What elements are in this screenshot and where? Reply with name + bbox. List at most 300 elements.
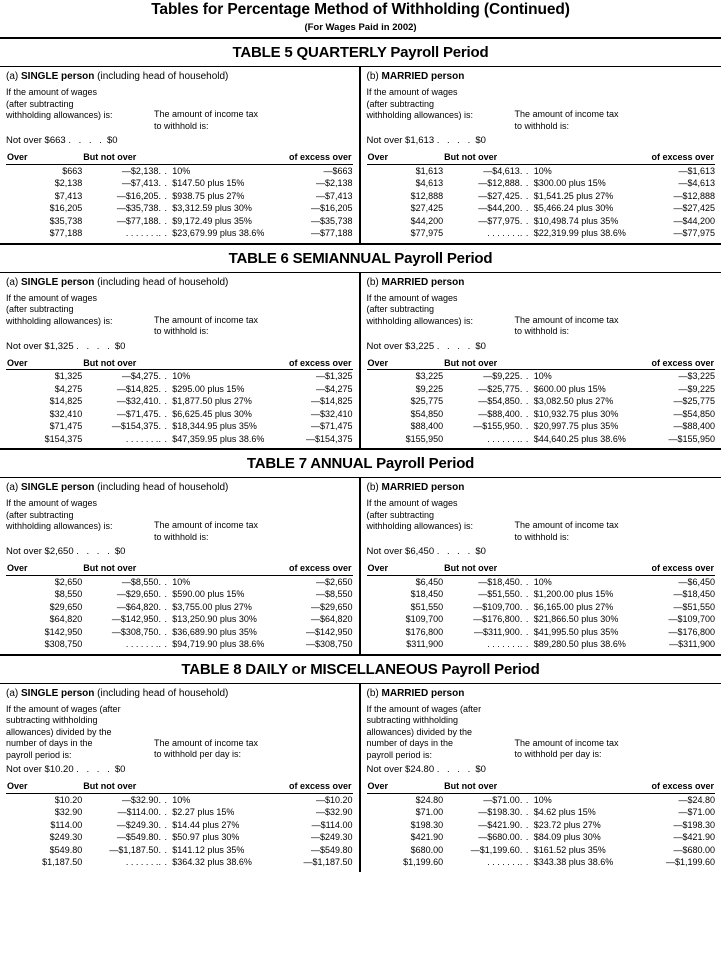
cell-of-excess-over: —$44,200	[673, 215, 715, 226]
table-row	[367, 408, 716, 421]
cell-but-not-over: —$1,199.60	[470, 844, 520, 855]
cell-dots: . .	[519, 807, 529, 817]
table-heading: TABLE 8 DAILY or MISCELLANEOUS Payroll Period	[181, 660, 540, 678]
table-row	[367, 638, 716, 651]
table-row	[6, 613, 353, 626]
withhold-description	[154, 704, 353, 762]
not-over-label: Not over $3,225	[366, 340, 435, 352]
cell-withhold-amount: $9,172.49 plus 35%	[172, 215, 252, 226]
cell-withhold-amount: $4.62 plus 15%	[533, 807, 596, 817]
cell-of-excess-over: —$1,325	[315, 371, 353, 381]
withhold-line: The amount of income tax	[514, 314, 619, 325]
cell-but-not-over: —$4,275	[121, 371, 159, 381]
col-header-of-excess-over: of excess over	[651, 781, 714, 791]
person-type-note: (including head of household)	[97, 71, 229, 82]
cell-but-not-over: —$155,950	[473, 421, 520, 431]
wages-description	[367, 498, 515, 543]
cell-dots: . .	[519, 857, 529, 867]
cell-dots: . .	[519, 190, 529, 201]
intro-line: withholding allowances) is:	[366, 521, 474, 531]
cell-over: $198.30	[410, 819, 444, 830]
cell-dots: . .	[519, 383, 529, 394]
table-row	[367, 370, 716, 383]
person-type: MARRIED person	[381, 276, 465, 288]
cell-but-not-over: —$32,410	[116, 396, 159, 406]
person-type-label	[6, 688, 353, 699]
col-header-of-excess-over: of excess over	[651, 357, 714, 368]
cell-dots: . .	[519, 589, 529, 599]
cell-over: $88,400	[410, 421, 444, 431]
cell-over: $44,200	[410, 215, 444, 226]
withhold-description	[515, 498, 716, 543]
table-row	[6, 819, 353, 832]
cell-but-not-over: —$198.30	[478, 807, 520, 817]
cell-of-excess-over: —$1,613	[678, 165, 715, 176]
cell-over: $10.20	[54, 794, 83, 805]
intro-line: (after subtracting	[6, 98, 74, 109]
col-header-over: Over	[7, 563, 28, 573]
table-row	[367, 856, 716, 869]
cell-of-excess-over: —$308,750	[305, 639, 353, 649]
cell-dots: . .	[158, 396, 168, 406]
table-row	[367, 202, 716, 215]
intro-line: If the amount of wages	[6, 87, 98, 97]
rates-table	[6, 151, 353, 240]
table-row	[367, 575, 716, 588]
cell-but-not-over: —$35,738	[116, 203, 159, 213]
cell-of-excess-over: —$4,613	[678, 178, 715, 188]
table-columns	[0, 477, 721, 654]
cell-of-excess-over: —$2,650	[315, 576, 353, 587]
table-row	[6, 202, 353, 215]
cell-withhold-amount: $41,995.50 plus 35%	[533, 626, 619, 637]
cell-of-excess-over: —$32,410	[310, 408, 353, 419]
table-row	[6, 806, 353, 819]
wages-description	[367, 704, 515, 762]
cell-dots: . .	[158, 589, 168, 599]
cell-over: $680.00	[410, 844, 444, 855]
person-type: MARRIED person	[381, 482, 465, 493]
cell-dots: . .	[158, 576, 168, 587]
rates-table	[367, 562, 716, 651]
cell-of-excess-over: —$4,275	[315, 383, 353, 394]
table-row	[6, 190, 353, 203]
not-over-amount: $0	[106, 135, 118, 146]
rates-header-row	[6, 151, 353, 163]
cell-of-excess-over: —$176,800	[668, 626, 715, 637]
table-row	[6, 575, 353, 588]
cell-but-not-over: —$32.90	[121, 794, 159, 805]
cell-but-not-over: —$12,888	[478, 178, 520, 188]
cell-withhold-amount: $44,640.25 plus 38.6%	[533, 433, 626, 444]
cell-over: $308,750	[44, 639, 83, 649]
single-person-column	[0, 684, 361, 872]
cell-but-not-over: —$18,450	[478, 576, 520, 587]
cell-withhold-amount: $10,932.75 plus 30%	[533, 408, 619, 419]
table-row	[6, 370, 353, 383]
table-heading: TABLE 5 QUARTERLY Payroll Period	[232, 44, 489, 61]
cell-of-excess-over: —$311,900	[669, 639, 715, 649]
leader-dots: . . . .	[436, 340, 473, 352]
intro-line: (after subtracting	[366, 98, 435, 109]
cell-withhold-amount: 10%	[172, 165, 191, 176]
cell-dots: . .	[158, 383, 168, 394]
intro-block	[6, 293, 353, 338]
cell-dots: . .	[158, 190, 168, 201]
intro-line: (after subtracting	[6, 509, 74, 520]
cell-withhold-amount: $6,165.00 plus 27%	[533, 601, 614, 612]
table-row	[6, 588, 353, 601]
rates-header-row	[6, 357, 353, 369]
married-person-column	[361, 273, 721, 449]
table-block	[0, 37, 721, 243]
cell-of-excess-over: —$421.90	[673, 832, 715, 842]
col-header-over: Over	[367, 563, 389, 573]
not-over-line	[367, 764, 716, 775]
withhold-line: to withhold is:	[514, 326, 570, 336]
col-header-over: Over	[367, 357, 389, 368]
cell-of-excess-over: —$8,550	[315, 589, 353, 599]
rates-header-row	[6, 562, 353, 574]
cell-but-not-over: —$154,375	[111, 421, 159, 431]
rates-header-row	[367, 357, 716, 369]
table-row	[367, 164, 716, 177]
cell-withhold-amount: $938.75 plus 27%	[172, 190, 245, 201]
cell-over: $18,450	[410, 589, 444, 599]
cell-dots: . .	[519, 371, 529, 381]
intro-line: If the amount of wages	[6, 292, 98, 303]
table-row	[6, 626, 353, 639]
cell-withhold-amount: $14.44 plus 27%	[172, 819, 240, 830]
table-heading: TABLE 7 ANNUAL Payroll Period	[246, 455, 475, 472]
intro-line: allowances) divided by the	[6, 726, 112, 737]
cell-over: $3,225	[415, 371, 444, 381]
cell-but-not-over: —$311,900	[473, 626, 520, 637]
cell-of-excess-over: —$114.00	[311, 819, 353, 830]
table-row	[6, 793, 353, 806]
page-title: Tables for Percentage Method of Withholding (Continued)	[151, 1, 570, 18]
table-row	[6, 844, 353, 857]
cell-but-not-over: —$88,400	[478, 408, 520, 419]
cell-withhold-amount: $1,541.25 plus 27%	[533, 190, 614, 201]
col-header-but-not-over: But not over	[83, 781, 137, 791]
cell-over: $35,738	[49, 215, 83, 226]
intro-line: (after subtracting	[366, 304, 435, 314]
cell-dots: . .	[158, 433, 168, 444]
table-row	[367, 420, 716, 433]
cell-of-excess-over: —$154,375	[305, 433, 353, 444]
intro-line: payroll period is:	[6, 749, 72, 760]
cell-withhold-amount: $3,082.50 plus 27%	[533, 396, 614, 406]
cell-but-not-over: —$249.30	[116, 819, 159, 830]
cell-withhold-amount: $295.00 plus 15%	[172, 383, 245, 394]
cell-dots: . .	[519, 215, 529, 226]
cell-withhold-amount: $5,466.24 plus 30%	[533, 203, 614, 213]
cell-over: $54,850	[410, 408, 444, 419]
cell-but-not-over: . . . . . . .	[487, 639, 520, 649]
cell-but-not-over: . . . . . . .	[125, 228, 159, 238]
intro-line: withholding allowances) is:	[366, 110, 474, 120]
table-row	[6, 164, 353, 177]
cell-withhold-amount: $343.38 plus 38.6%	[533, 857, 614, 867]
married-person-column	[361, 684, 721, 872]
cell-withhold-amount: $3,755.00 plus 27%	[172, 601, 252, 612]
rates-table	[367, 780, 716, 869]
cell-over: $1,613	[415, 165, 444, 176]
table-row	[6, 227, 353, 240]
cell-withhold-amount: $147.50 plus 15%	[172, 178, 245, 188]
not-over-label: Not over $6,450	[366, 546, 435, 557]
not-over-line	[6, 764, 353, 775]
cell-over: $32,410	[49, 408, 83, 419]
withhold-description	[515, 704, 716, 762]
withhold-line: The amount of income tax	[154, 109, 259, 119]
cell-withhold-amount: $94,719.90 plus 38.6%	[172, 639, 265, 649]
cell-over: $6,450	[415, 576, 444, 587]
cell-but-not-over: —$549.80	[116, 832, 159, 842]
intro-line: (after subtracting	[366, 509, 435, 520]
cell-dots: . .	[519, 396, 529, 406]
cell-over: $154,375	[44, 433, 83, 444]
cell-withhold-amount: $13,250.90 plus 30%	[172, 614, 257, 624]
cell-dots: . .	[519, 408, 529, 419]
table-row	[6, 638, 353, 651]
cell-but-not-over: —$2,138	[121, 165, 159, 176]
not-over-line	[367, 546, 716, 557]
cell-dots: . .	[519, 433, 529, 444]
cell-withhold-amount: 10%	[172, 576, 191, 587]
cell-dots: . .	[158, 639, 168, 649]
person-type-label	[6, 71, 353, 82]
intro-block	[367, 704, 716, 762]
cell-withhold-amount: 10%	[172, 794, 191, 805]
rates-header-row	[367, 780, 716, 792]
leader-dots: . . . .	[76, 340, 113, 352]
cell-over: $32.90	[54, 807, 83, 817]
person-type-label	[6, 482, 353, 493]
not-over-amount: $0	[475, 546, 486, 557]
cell-but-not-over: —$44,200	[478, 203, 520, 213]
list-marker: (b)	[366, 687, 379, 699]
single-person-column	[0, 478, 361, 654]
cell-but-not-over: —$71.00	[483, 794, 520, 805]
cell-but-not-over: —$14,825	[116, 383, 159, 394]
cell-over: $549.80	[49, 844, 83, 855]
withhold-line: to withhold is:	[154, 326, 209, 336]
cell-over: $176,800	[405, 626, 444, 637]
cell-of-excess-over: —$3,225	[678, 371, 715, 381]
col-header-of-excess-over: of excess over	[288, 563, 352, 573]
cell-withhold-amount: $10,498.74 plus 35%	[533, 215, 619, 226]
cell-over: $29,650	[49, 601, 83, 612]
cell-of-excess-over: —$29,650	[310, 601, 353, 612]
cell-of-excess-over: —$6,450	[678, 576, 715, 587]
table-row	[367, 601, 716, 614]
cell-over: $1,325	[54, 371, 83, 381]
cell-dots: . .	[519, 639, 529, 649]
cell-dots: . .	[158, 178, 168, 188]
cell-of-excess-over: —$32.90	[315, 807, 353, 817]
col-header-of-excess-over: of excess over	[288, 781, 352, 791]
cell-over: $142,950	[44, 626, 83, 637]
withhold-line: The amount of income tax	[154, 520, 259, 530]
intro-line: If the amount of wages	[366, 498, 458, 508]
rates-table	[6, 357, 353, 446]
col-header-over: Over	[7, 152, 28, 162]
person-type-label	[367, 482, 716, 493]
withhold-line: to withhold is:	[154, 120, 209, 131]
married-person-column	[361, 67, 721, 243]
leader-dots: . . . .	[68, 135, 105, 146]
cell-dots: . .	[158, 832, 168, 842]
cell-but-not-over: —$421.90	[478, 819, 520, 830]
wages-description	[6, 498, 154, 543]
cell-over: $25,775	[410, 396, 444, 406]
cell-withhold-amount: $20,997.75 plus 35%	[533, 421, 619, 431]
cell-withhold-amount: $22,319.99 plus 38.6%	[533, 228, 626, 238]
table-row	[367, 819, 716, 832]
col-header-over: Over	[367, 781, 389, 791]
not-over-amount: $0	[475, 764, 486, 775]
person-type-note: (including head of household)	[97, 276, 229, 288]
cell-but-not-over: —$51,550	[478, 589, 520, 599]
cell-withhold-amount: 10%	[533, 371, 552, 381]
cell-dots: . .	[158, 228, 168, 238]
cell-dots: . .	[519, 203, 529, 213]
rates-table	[6, 562, 353, 651]
not-over-label: Not over $2,650	[6, 546, 74, 557]
cell-dots: . .	[519, 421, 529, 431]
col-header-but-not-over: But not over	[83, 357, 137, 368]
table-row	[367, 806, 716, 819]
intro-line: withholding allowances) is:	[366, 315, 474, 326]
cell-over: $109,700	[405, 614, 444, 624]
cell-but-not-over: —$64,820	[116, 601, 159, 612]
table-heading: TABLE 6 SEMIANNUAL Payroll Period	[228, 249, 493, 267]
withhold-line: to withhold is:	[514, 531, 570, 542]
cell-dots: . .	[519, 165, 529, 176]
table-row	[6, 215, 353, 228]
col-header-over: Over	[367, 152, 389, 162]
intro-block	[6, 87, 353, 132]
cell-withhold-amount: $21,866.50 plus 30%	[533, 614, 619, 624]
cell-of-excess-over: —$155,950	[668, 433, 715, 444]
cell-withhold-amount: 10%	[533, 576, 552, 587]
withhold-line: The amount of income tax	[154, 314, 259, 325]
cell-dots: . .	[519, 228, 529, 238]
rates-header-row	[6, 780, 353, 792]
person-type: SINGLE person	[21, 482, 95, 493]
cell-but-not-over: . . . . . . .	[487, 433, 520, 444]
intro-line: subtracting withholding	[6, 715, 98, 725]
withhold-line: to withhold per day is:	[514, 749, 602, 759]
col-header-of-excess-over: of excess over	[651, 152, 714, 162]
person-type: SINGLE person	[21, 687, 95, 699]
col-header-of-excess-over: of excess over	[288, 152, 352, 162]
col-header-over: Over	[7, 357, 28, 368]
intro-line: If the amount of wages	[366, 292, 458, 303]
cell-dots: . .	[158, 408, 168, 419]
table-row	[6, 177, 353, 190]
cell-dots: . .	[519, 819, 529, 830]
single-person-column	[0, 273, 361, 449]
table-row	[6, 856, 353, 869]
person-type: SINGLE person	[21, 71, 95, 82]
not-over-label: Not over $1,613	[366, 135, 435, 146]
cell-over: $2,138	[54, 178, 83, 188]
intro-line: number of days in the	[6, 738, 93, 748]
cell-dots: . .	[158, 819, 168, 830]
table-row	[367, 395, 716, 408]
intro-block	[6, 704, 353, 762]
list-marker: (b)	[366, 482, 379, 493]
cell-over: $2,650	[54, 576, 83, 587]
cell-but-not-over: . . . . . . .	[125, 857, 159, 867]
cell-of-excess-over: —$9,225	[678, 383, 715, 394]
not-over-amount: $0	[475, 135, 486, 146]
cell-withhold-amount: $89,280.50 plus 38.6%	[533, 639, 626, 649]
intro-line: If the amount of wages (after	[366, 703, 482, 714]
cell-withhold-amount: $36,689.90 plus 35%	[172, 626, 257, 637]
cell-of-excess-over: —$64,820	[310, 614, 353, 624]
cell-of-excess-over: —$18,450	[673, 589, 715, 599]
cell-of-excess-over: —$71,475	[310, 421, 353, 431]
table-row	[6, 395, 353, 408]
cell-of-excess-over: —$35,738	[310, 215, 353, 226]
cell-but-not-over: —$16,205	[116, 190, 159, 201]
cell-dots: . .	[519, 614, 529, 624]
cell-of-excess-over: —$24.80	[678, 794, 715, 805]
not-over-amount: $0	[475, 340, 486, 352]
cell-over: $12,888	[410, 190, 444, 201]
cell-withhold-amount: $141.12 plus 35%	[172, 844, 245, 855]
cell-over: $114.00	[50, 819, 83, 830]
cell-of-excess-over: —$198.30	[673, 819, 715, 830]
cell-withhold-amount: $590.00 plus 15%	[172, 589, 245, 599]
table-row	[367, 626, 716, 639]
cell-withhold-amount: $84.09 plus 30%	[533, 832, 601, 842]
leader-dots: . . . .	[76, 764, 113, 775]
not-over-line	[6, 135, 353, 146]
list-marker: (b)	[366, 71, 379, 82]
col-header-over: Over	[7, 781, 28, 791]
cell-over: $4,275	[54, 383, 83, 394]
table-row	[367, 831, 716, 844]
cell-over: $14,825	[49, 396, 83, 406]
intro-block	[367, 87, 716, 132]
cell-withhold-amount: $50.97 plus 30%	[172, 832, 240, 842]
table-row	[367, 215, 716, 228]
cell-over: $77,188	[49, 228, 83, 238]
cell-dots: . .	[519, 794, 529, 805]
cell-of-excess-over: —$14,825	[310, 396, 353, 406]
withhold-line: The amount of income tax	[514, 520, 619, 530]
list-marker: (a)	[6, 71, 19, 82]
cell-withhold-amount: $23,679.99 plus 38.6%	[172, 228, 265, 238]
cell-withhold-amount: $161.52 plus 35%	[533, 844, 606, 855]
wages-description	[367, 293, 515, 338]
table-row	[6, 408, 353, 421]
intro-line: number of days in the	[366, 738, 454, 748]
intro-line: withholding allowances) is:	[6, 521, 113, 531]
intro-line: If the amount of wages	[6, 498, 98, 508]
cell-dots: . .	[158, 857, 168, 867]
intro-line: If the amount of wages (after	[6, 703, 121, 714]
withhold-line: The amount of income tax	[514, 737, 619, 748]
cell-but-not-over: —$77,188	[116, 215, 159, 226]
leader-dots: . . . .	[436, 546, 473, 557]
table-row	[367, 433, 716, 446]
